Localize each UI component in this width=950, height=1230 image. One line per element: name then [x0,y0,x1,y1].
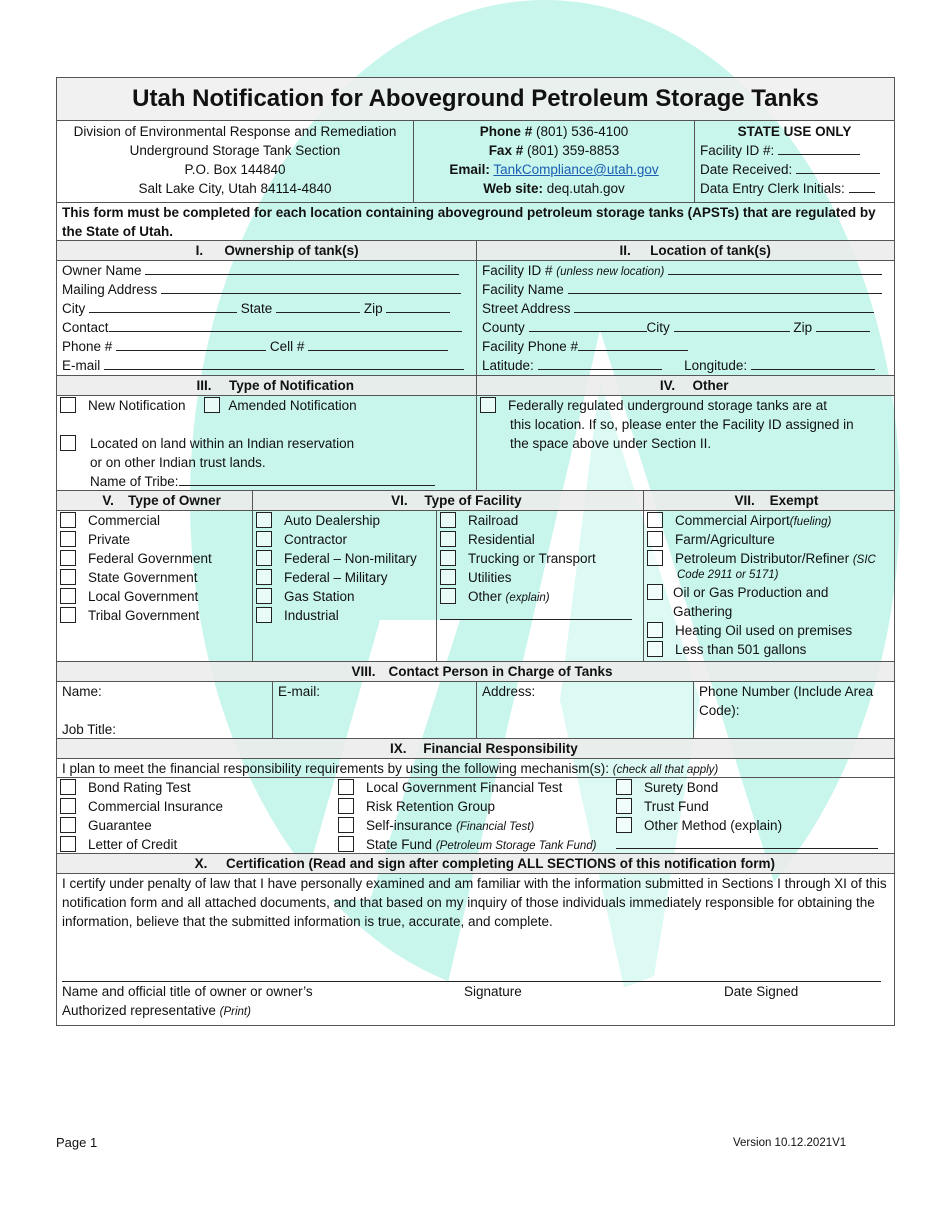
signature-line[interactable] [62,970,881,982]
new-notification-checkbox[interactable] [60,397,76,413]
contact-phone-cell[interactable] [693,682,894,738]
sec10-head-row [57,853,894,873]
indian-land-label-2: or on other Indian trust lands. [90,455,266,470]
self-insurance-checkbox[interactable] [338,817,354,833]
exempt-heating-checkbox[interactable] [647,622,663,638]
indian-land-checkbox[interactable] [60,435,76,451]
form-title: Utah Notification for Aboveground Petroleum Storage Tanks [57,78,894,120]
facility-type-label: Railroad [468,513,519,528]
state-use-box [694,121,894,202]
city-label: City [62,301,86,316]
owner-name-label: Owner Name [62,263,142,278]
facility-type-label: Auto Dealership [284,513,381,528]
sec7-heading: VII. Exempt [643,491,894,510]
trust-fund-checkbox[interactable] [616,798,632,814]
contact-info [413,121,694,202]
exempt-oil-gas-label-2: Gathering [673,604,733,619]
agency-line: Salt Lake City, Utah 84114-4840 [138,181,332,196]
other-section [476,396,894,490]
check-all-note: (check all that apply) [612,764,719,776]
financial-label: Risk Retention Group [366,799,496,814]
financial-label: Letter of Credit [88,837,178,852]
sec5-heading: V. Type of Owner [57,491,252,510]
county-field[interactable] [529,318,647,332]
sec1-heading: I. Ownership of tank(s) [57,241,476,260]
zip-field[interactable] [386,299,450,313]
financial-col3 [616,778,894,853]
facility-id-label: Facility ID # [482,263,553,278]
owner-type-label: Federal Government [88,551,212,566]
exempt-farm-checkbox[interactable] [647,531,663,547]
signature-label: Signature [464,984,522,999]
facility-type-label: Trucking or Transport [468,551,596,566]
owner-type-label: State Government [88,570,198,585]
state-field[interactable] [276,299,360,313]
notification-form [56,77,895,1026]
facility-type-label: Federal – Non-military [284,551,417,566]
header-info-row [57,120,894,202]
bond-rating-checkbox[interactable] [60,779,76,795]
facility-auto-checkbox[interactable] [256,512,272,528]
page-number: Page 1 [56,1135,98,1150]
date-received-field[interactable] [796,160,880,174]
facility-contractor-checkbox[interactable] [256,531,272,547]
zip-label: Zip [363,301,383,316]
exempt-section [643,511,894,661]
financial-col2 [338,778,616,853]
facility-type-col2 [436,511,643,661]
fax-value: (801) 359-8853 [526,143,620,158]
location-section [476,261,894,375]
date-signed-label: Date Signed [724,984,799,999]
fax-label: Fax # [488,143,524,158]
facility-residential-checkbox[interactable] [440,531,456,547]
version-label: Version 10.12.2021V1 [733,1137,847,1149]
sec5-6-7-heads [57,490,894,510]
facility-type-label: Contractor [284,532,348,547]
exempt-farm-label: Farm/Agriculture [675,532,775,547]
facility-name-label: Facility Name [482,282,564,297]
facility-id-field[interactable] [668,261,882,275]
contact-address-label: Address: [482,684,536,699]
sec8-body [57,681,894,738]
contact-field[interactable] [109,318,462,332]
facility-id-note: (unless new location) [556,266,665,278]
financial-label: Surety Bond [644,780,719,795]
other-method-checkbox[interactable] [616,817,632,833]
sic-note: (SIC [852,554,876,566]
clerk-initials-label: Data Entry Clerk Initials: [700,181,845,196]
federal-ust-label-3: the space above under Section II. [510,436,712,451]
sec9-body [57,777,894,853]
notification-type-section [57,396,476,490]
facility-trucking-checkbox[interactable] [440,550,456,566]
owner-email-field[interactable] [104,356,464,370]
agency-line: Underground Storage Tank Section [129,143,341,158]
owner-phone-field[interactable] [116,337,266,351]
state-facility-id-field[interactable] [778,141,860,155]
exempt-small-checkbox[interactable] [647,641,663,657]
financial-label: Commercial Insurance [88,799,224,814]
sec3-4-heads [57,375,894,395]
exempt-small-label: Less than 501 gallons [675,642,807,657]
agency-line: Division of Environmental Response and Remediation [73,124,397,139]
location-zip-field[interactable] [816,318,870,332]
intro-text: This form must be completed for each location containing aboveground petroleum storage tanks (APSTs) that are regulated by the State of Utah. [62,205,876,239]
sec8-head-row [57,661,894,681]
federal-ust-label-2: this location. If so, please enter the Facility ID assigned in [510,417,854,432]
owner-tribal-checkbox[interactable] [60,607,76,623]
exempt-distributor-checkbox[interactable] [647,550,663,566]
street-address-label: Street Address [482,301,571,316]
cell-field[interactable] [308,337,448,351]
facility-fed-mil-checkbox[interactable] [256,569,272,585]
latitude-label: Latitude: [482,358,534,373]
sec8-heading: VIII. Contact Person in Charge of Tanks [57,662,894,681]
facility-type-label: Utilities [468,570,512,585]
email-link[interactable]: TankCompliance@utah.gov [493,162,659,177]
county-label: County [482,320,525,335]
sec9-heading: IX. Financial Responsibility [57,739,894,758]
indian-land-label: Located on land within an Indian reservation [90,436,355,451]
federal-ust-label: Federally regulated underground storage tanks are at [508,398,827,413]
new-notification-label: New Notification [88,398,186,413]
exempt-oil-gas-checkbox[interactable] [647,584,663,600]
facility-gas-checkbox[interactable] [256,588,272,604]
ownership-section [57,261,476,375]
financial-label: Trust Fund [644,799,709,814]
longitude-label: Longitude: [684,358,748,373]
owner-local-checkbox[interactable] [60,588,76,604]
guarantee-checkbox[interactable] [60,817,76,833]
facility-name-field[interactable] [568,280,882,294]
agency-line: P.O. Box 144840 [184,162,286,177]
financial-label: Bond Rating Test [88,780,191,795]
email-label: E-mail [62,358,101,373]
owner-type-label: Local Government [88,589,199,604]
print-note: (Print) [219,1006,251,1018]
tribe-field[interactable] [179,472,435,486]
state-fund-note: (Petroleum Storage Tank Fund) [435,840,597,852]
owner-type-label: Tribal Government [88,608,200,623]
exempt-oil-gas-label: Oil or Gas Production and [673,585,829,600]
certification-text: I certify under penalty of law that I have personally examined and am familiar with the information submitted in Sections I through XI of this notification form and all attached documents, and that based on my inquiry of those individuals immediately responsible for obtaining the information, believe that the submitted information is true, accurate, and complete. [62,876,887,929]
surety-bond-checkbox[interactable] [616,779,632,795]
facility-utilities-checkbox[interactable] [440,569,456,585]
city-field[interactable] [89,299,237,313]
exempt-airport-note: (fueling) [789,516,832,528]
facility-type-label: Industrial [284,608,339,623]
title-row [57,78,894,120]
location-city-label: City [646,320,670,335]
owner-name-field[interactable] [145,261,459,275]
federal-ust-checkbox[interactable] [480,397,496,413]
authorized-rep-label: Authorized representative [62,1003,216,1018]
letter-credit-checkbox[interactable] [60,836,76,852]
contact-name-label: Name: [62,684,102,699]
mailing-address-field[interactable] [161,280,461,294]
facility-industrial-checkbox[interactable] [256,607,272,623]
facility-type-col1 [252,511,436,661]
date-received-label: Date Received: [700,162,793,177]
sec4-heading: IV. Other [476,376,894,395]
sec9-head-row [57,738,894,758]
email-label: Email: [449,162,490,177]
tribe-label: Name of Tribe: [90,474,179,489]
exempt-distributor-label: Petroleum Distributor/Refiner [675,551,850,566]
facility-phone-field[interactable] [578,337,688,351]
sic-note-2: Code 2911 or 5171) [677,569,779,581]
sec10-heading: X. Certification (Read and sign after completing ALL SECTIONS of this notification form) [57,854,894,873]
risk-retention-checkbox[interactable] [338,798,354,814]
other-explain-field[interactable] [440,606,632,620]
other-method-field[interactable] [616,835,878,849]
cell-label: Cell # [269,339,305,354]
clerk-initials-field[interactable] [849,179,875,193]
location-zip-label: Zip [793,320,813,335]
state-fund-checkbox[interactable] [338,836,354,852]
financial-intro: I plan to meet the financial responsibility requirements by using the following mechanism(s): (check all that apply) [62,761,719,776]
owner-federal-checkbox[interactable] [60,550,76,566]
sec1-2-heads [57,240,894,260]
certification-section [57,874,894,1025]
owner-type-label: Commercial [88,513,161,528]
sec5-6-7-body [57,510,894,661]
job-title-label: Job Title: [62,722,117,737]
mailing-address-label: Mailing Address [62,282,158,297]
self-insurance-note: (Financial Test) [456,821,535,833]
contact-label: Contact [62,320,109,335]
location-city-field[interactable] [674,318,790,332]
financial-label: State Fund [366,837,433,852]
web-label: Web site: [483,181,543,196]
name-title-label: Name and official title of owner or owner’s [62,984,313,999]
sec6-heading: VI. Type of Facility [252,491,643,510]
owner-private-checkbox[interactable] [60,531,76,547]
agency-address [57,121,413,202]
facility-type-label: Federal – Military [284,570,388,585]
latitude-field[interactable] [538,356,662,370]
facility-other-checkbox[interactable] [440,588,456,604]
exempt-airport-label: Commercial Airport [675,513,790,528]
phone-value: (801) 536-4100 [535,124,629,139]
facility-type-label: Gas Station [284,589,355,604]
facility-phone-label: Facility Phone # [482,339,579,354]
financial-label: Self-insurance [366,818,453,833]
financial-label: Other Method (explain) [644,818,783,833]
owner-type-section [57,511,252,661]
contact-name-cell[interactable] [57,682,272,738]
phone-label: Phone # [479,124,533,139]
state-label: State [240,301,273,316]
financial-label: Guarantee [88,818,152,833]
contact-email-cell[interactable] [272,682,476,738]
facility-type-label: Residential [468,532,535,547]
web-value: deq.utah.gov [546,181,625,196]
owner-commercial-checkbox[interactable] [60,512,76,528]
sec9-intro-row [57,758,894,777]
phone-label: Phone # [62,339,113,354]
contact-phone-label-2: Code): [699,703,740,718]
financial-col1 [57,778,338,853]
owner-state-checkbox[interactable] [60,569,76,585]
local-gov-test-checkbox[interactable] [338,779,354,795]
facility-fed-nonmil-checkbox[interactable] [256,550,272,566]
sec1-2-body [57,260,894,375]
street-address-field[interactable] [574,299,874,313]
facility-type-label: Other [468,589,502,604]
sec2-heading: II. Location of tank(s) [476,241,894,260]
longitude-field[interactable] [751,356,875,370]
exempt-heating-label: Heating Oil used on premises [675,623,853,638]
amended-notification-label: Amended Notification [228,398,357,413]
commercial-insurance-checkbox[interactable] [60,798,76,814]
facility-railroad-checkbox[interactable] [440,512,456,528]
sec3-heading: III. Type of Notification [57,376,476,395]
sec3-4-body [57,395,894,490]
intro-row [57,202,894,240]
amended-notification-checkbox[interactable] [204,397,220,413]
state-use-heading: STATE USE ONLY [737,124,852,139]
contact-phone-label: Phone Number (Include Area [699,684,874,699]
other-explain-note: (explain) [505,592,550,604]
contact-email-label: E-mail: [278,684,321,699]
exempt-airport-checkbox[interactable] [647,512,663,528]
owner-type-label: Private [88,532,131,547]
state-facility-id-label: Facility ID #: [700,143,775,158]
sec10-body [57,873,894,1025]
financial-label: Local Government Financial Test [366,780,563,795]
contact-address-cell[interactable] [476,682,693,738]
